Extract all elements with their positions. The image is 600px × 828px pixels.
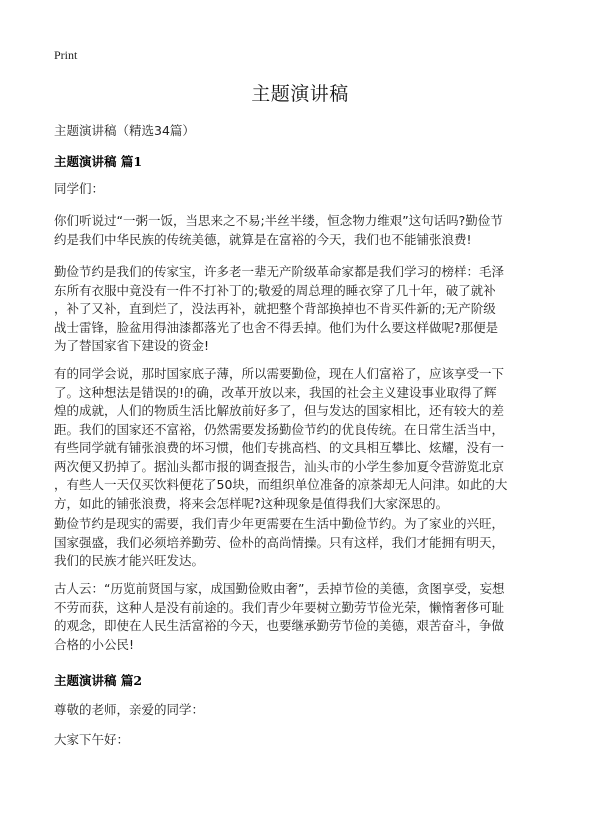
paragraph-3 — [54, 365, 554, 513]
text-line: 煌的成就，人们的物质生活比解放前好多了，但与发达的国家相比，还有较大的差 — [54, 403, 505, 418]
document-title: 主题演讲稿 — [251, 83, 349, 105]
text-line: ，有些人一天仅买饮料便花了50块，而组织单位准备的凉茶却无人问津。如此的大 — [54, 477, 508, 492]
print-label: Print — [54, 48, 78, 62]
text-line: 约是我们中华民族的传统美德，就算是在富裕的今天，我们也不能铺张浪费! — [54, 231, 472, 247]
text-line: 古人云：“历览前贤国与家，成国勤俭败由奢”，丢掉节俭的美德，贪图享受，妄想 — [54, 581, 505, 596]
text-line: 战士雷锋，脸盆用得油漆都落光了也舍不得丢掉。他们为什么要这样做呢?那便是 — [54, 319, 499, 335]
text-line: 不劳而获，这种人是没有前途的。我们青少年要树立勤劳节俭光荣，懒惰奢侈可耻 — [54, 599, 505, 615]
section-heading-2: 主题演讲稿 篇2 — [54, 673, 143, 688]
text-line: 方，如此的铺张浪费，将来会怎样呢?这种现象是值得我们大家深思的。 — [54, 495, 449, 511]
text-line: 的观念，即使在人民生活富裕的今天，也要继承勤劳节俭的美德，艰苦奋斗，争做 — [54, 618, 505, 633]
text-line: 勤俭节约是现实的需要，我们青少年更需要在生活中勤俭节约。为了家业的兴旺， — [54, 516, 505, 531]
text-line: 东所有衣服中竟没有一件不打补丁的;敬爱的周总理的睡衣穿了几十年，破了就补 — [54, 282, 496, 298]
paragraph-6 — [54, 731, 554, 750]
text-line: 有些同学就有铺张浪费的坏习惯，他们专挑高档、的文具相互攀比、炫耀，没有一 — [54, 440, 505, 455]
greeting-text: 同学们： — [54, 181, 105, 196]
text-line: 两次便又扔掉了。据汕头都市报的调查报告，汕头市的小学生参加夏令营游览北京 — [54, 458, 505, 474]
paragraph-1 — [54, 212, 554, 249]
greeting-2 — [54, 701, 554, 720]
text-line: 为了替国家省下建设的资金! — [54, 338, 210, 353]
text-line: 了。这种想法是错误的!的确，改革开放以来，我国的社会主义建设事业取得了辉 — [54, 384, 497, 400]
text-line: 你们听说过“一粥一饭，当思来之不易;半丝半缕，恒念物力维艰”这句话吗?勤俭节 — [54, 213, 503, 228]
greeting-1 — [54, 180, 554, 199]
text-line: 距。我们的国家还不富裕，仍然需要发扬勤俭节约的优良传统。在日常生活当中， — [54, 421, 505, 437]
text-line: 合格的小公民! — [54, 636, 135, 652]
text-line: 我们的民族才能兴旺发达。 — [54, 553, 205, 568]
paragraph-5 — [54, 580, 554, 654]
text-line: ，补了又补，直到烂了，没法再补，就把整个背部换掉也不肯买件新的;无产阶级 — [54, 301, 496, 316]
text-line: 勤俭节约是我们的传家宝，许多老一辈无产阶级革命家都是我们学习的榜样：毛泽 — [54, 264, 505, 279]
section-heading-1: 主题演讲稿 篇1 — [54, 154, 143, 169]
document-subtitle: 主题演讲稿（精选34篇） — [54, 123, 195, 138]
greeting-text: 尊敬的老师，亲爱的同学： — [54, 702, 205, 717]
text-line: 大家下午好： — [54, 732, 130, 747]
text-line: 有的同学会说，那时国家底子薄，所以需要勤俭，现在人们富裕了，应该享受一下 — [54, 366, 505, 381]
paragraph-2 — [54, 263, 554, 356]
paragraph-4 — [54, 515, 554, 571]
text-line: 国家强盛，我们必须培养勤劳、俭朴的高尚情操。只有这样，我们才能拥有明天， — [54, 534, 505, 550]
